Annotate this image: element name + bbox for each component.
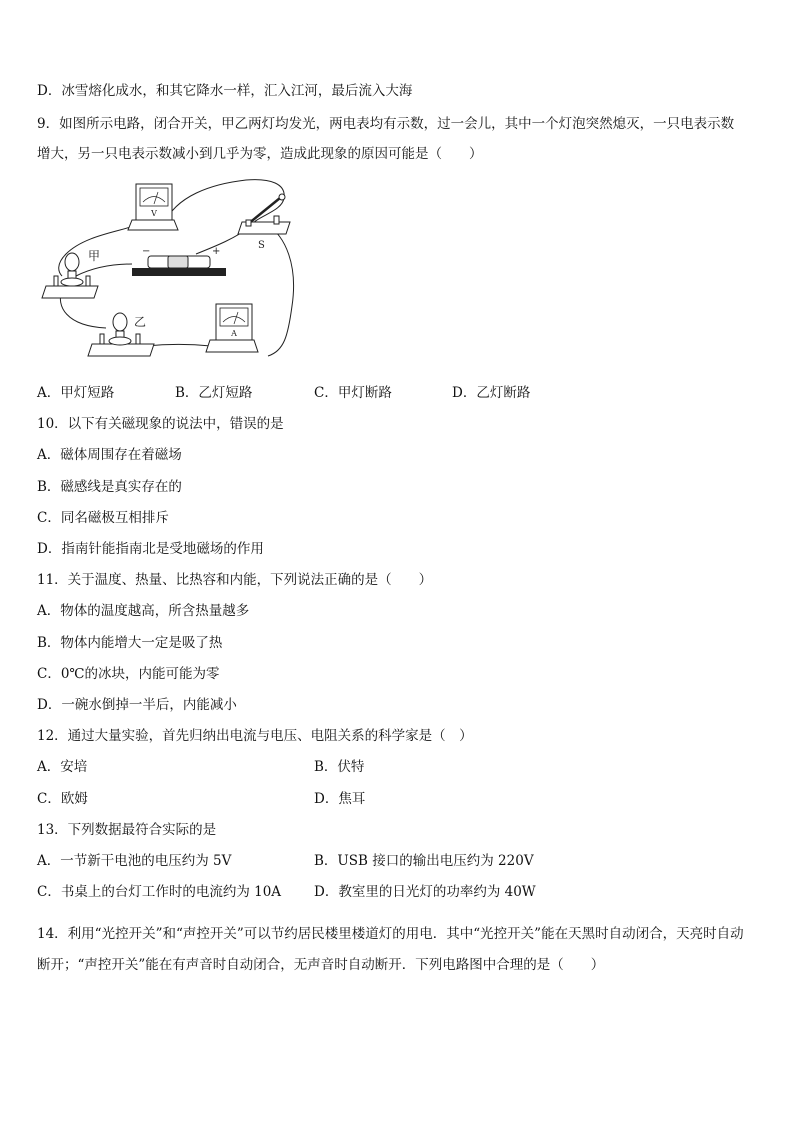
q11-option-b: B．物体内能增大一定是吸了热 (37, 635, 223, 651)
wire-yi-ammeter (146, 345, 211, 347)
q9-stem-line1: 9．如图所示电路，闭合开关，甲乙两灯均发光，两电表均有示数，过一会儿，其中一个灯泡突然熄灭，一只电表示数 (37, 116, 735, 132)
lamp-yi-icon (88, 313, 154, 356)
q8-option-d: D．冰雪熔化成水，和其它降水一样，汇入江河，最后流入大海 (37, 83, 413, 99)
q12-option-a: A．安培 (37, 759, 88, 775)
battery-icon (132, 246, 226, 276)
q11-option-d: D．一碗水倒掉一半后，内能减小 (37, 697, 237, 713)
q9-stem-line2: 增大，另一只电表示数减小到几乎为零，造成此现象的原因可能是（ ） (37, 146, 483, 162)
ammeter-icon (206, 304, 258, 352)
q10-option-b: B．磁感线是真实存在的 (37, 479, 182, 495)
q9-option-c: C．甲灯断路 (314, 385, 392, 401)
q13-option-a: A．一节新干电池的电压约为 5V (37, 853, 232, 869)
q12-stem: 12．通过大量实验，首先归纳出电流与电压、电阻关系的科学家是（ ） (37, 728, 473, 744)
lamp-yi-label: 乙 (134, 315, 147, 329)
wire-voltmeter-switch (164, 180, 284, 226)
q13-option-b: B．USB 接口的输出电压约为 220V (314, 853, 534, 869)
switch-label: S (258, 240, 265, 251)
battery-minus-label: − (142, 246, 151, 257)
q9-option-d: D．乙灯断路 (452, 385, 531, 401)
wire-switch-ammeter (266, 224, 294, 356)
q10-option-a: A．磁体周围存在着磁场 (37, 447, 182, 463)
q14-stem-line1: 14．利用“光控开关”和“声控开关”可以节约居民楼里楼道灯的用电．其中“光控开关”能在天黑时自动闭合，天亮时自动 (37, 926, 744, 942)
q13-stem: 13．下列数据最符合实际的是 (37, 822, 217, 838)
q14-stem-line2: 断开；“声控开关”能在有声音时自动闭合，无声音时自动断开．下列电路图中合理的是（ ） (37, 957, 605, 973)
q9-circuit-figure (36, 176, 304, 368)
battery-plus-label: + (212, 246, 221, 257)
q10-stem: 10．以下有关磁现象的说法中，错误的是 (37, 416, 284, 432)
q13-option-c: C．书桌上的台灯工作时的电流约为 10A (37, 884, 282, 900)
q10-option-d: D．指南针能指南北是受地磁场的作用 (37, 541, 264, 557)
q11-option-c: C．0℃的冰块，内能可能为零 (37, 666, 220, 682)
voltmeter-label: V (151, 209, 157, 218)
lamp-jia-icon (42, 249, 100, 298)
q12-option-d: D．焦耳 (314, 791, 366, 807)
wire-jia-battery (76, 264, 132, 276)
ammeter-label: A (231, 329, 237, 338)
q9-option-a: A．甲灯短路 (37, 385, 115, 401)
q13-option-d: D．教室里的日光灯的功率约为 40W (314, 884, 536, 900)
voltmeter-icon (128, 184, 178, 230)
q12-option-b: B．伏特 (314, 759, 365, 775)
q10-option-c: C．同名磁极互相排斥 (37, 510, 169, 526)
lamp-jia-label: 甲 (88, 249, 101, 263)
q11-stem: 11．关于温度、热量、比热容和内能，下列说法正确的是（ ） (37, 572, 433, 588)
q9-option-b: B．乙灯短路 (175, 385, 253, 401)
q11-option-a: A．物体的温度越高，所含热量越多 (37, 603, 250, 619)
q12-option-c: C．欧姆 (37, 791, 88, 807)
